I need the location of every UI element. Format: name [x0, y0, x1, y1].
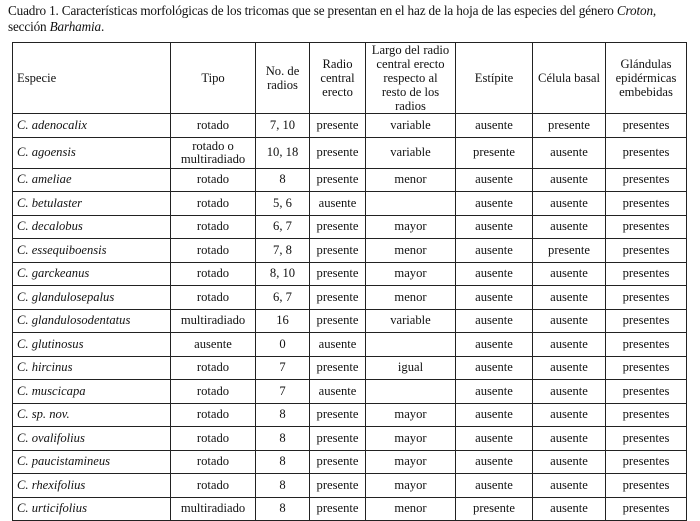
cell-celula-basal: presente [533, 239, 606, 263]
cell-tipo: rotado [171, 114, 256, 138]
cell-radio-central: presente [310, 168, 366, 192]
cell-radio-central: presente [310, 215, 366, 239]
cell-radios: 10, 18 [256, 137, 310, 168]
header-tipo: Tipo [171, 43, 256, 114]
table-body [13, 114, 687, 521]
table-row [13, 286, 687, 310]
cell-estipite: ausente [456, 309, 533, 333]
table-caption [8, 3, 696, 35]
cell-celula-basal: ausente [533, 403, 606, 427]
cell-estipite: ausente [456, 262, 533, 286]
cell-tipo: rotado [171, 427, 256, 451]
table-row [13, 380, 687, 404]
header-especie: Especie [13, 43, 171, 114]
cell-tipo: rotado [171, 262, 256, 286]
cell-radio-central: presente [310, 403, 366, 427]
cell-tipo: rotado [171, 380, 256, 404]
cell-largo: menor [366, 286, 456, 310]
cell-estipite: ausente [456, 380, 533, 404]
cell-radio-central: presente [310, 262, 366, 286]
cell-estipite: ausente [456, 427, 533, 451]
header-celula-basal: Célula basal [533, 43, 606, 114]
table-row [13, 333, 687, 357]
caption-section: Barhamia [49, 19, 101, 34]
cell-especie: C. rhexifolius [13, 474, 171, 498]
cell-largo [366, 192, 456, 216]
cell-radios: 8 [256, 168, 310, 192]
cell-radio-central: presente [310, 497, 366, 521]
cell-especie: C. glutinosus [13, 333, 171, 357]
cell-celula-basal: ausente [533, 380, 606, 404]
cell-radios: 7 [256, 356, 310, 380]
cell-estipite: ausente [456, 450, 533, 474]
cell-radios: 8 [256, 497, 310, 521]
cell-glandulas: presentes [606, 286, 687, 310]
cell-celula-basal: ausente [533, 356, 606, 380]
cell-radio-central: presente [310, 356, 366, 380]
table-row [13, 309, 687, 333]
cell-tipo: rotado [171, 474, 256, 498]
cell-estipite: ausente [456, 286, 533, 310]
cell-tipo: rotado [171, 215, 256, 239]
cell-especie: C. sp. nov. [13, 403, 171, 427]
cell-estipite: ausente [456, 168, 533, 192]
cell-radio-central: presente [310, 239, 366, 263]
cell-largo: variable [366, 137, 456, 168]
header-row [13, 43, 687, 114]
cell-estipite: ausente [456, 239, 533, 263]
table-row [13, 262, 687, 286]
cell-glandulas: presentes [606, 497, 687, 521]
cell-especie: C. paucistamineus [13, 450, 171, 474]
cell-celula-basal: ausente [533, 309, 606, 333]
cell-estipite: ausente [456, 333, 533, 357]
cell-celula-basal: ausente [533, 450, 606, 474]
cell-glandulas: presentes [606, 474, 687, 498]
cell-radios: 0 [256, 333, 310, 357]
cell-especie: C. garckeanus [13, 262, 171, 286]
cell-celula-basal: ausente [533, 192, 606, 216]
cell-largo [366, 333, 456, 357]
cell-radios: 8 [256, 450, 310, 474]
cell-largo: igual [366, 356, 456, 380]
cell-radio-central: presente [310, 137, 366, 168]
table-row [13, 192, 687, 216]
cell-celula-basal: ausente [533, 137, 606, 168]
cell-tipo: rotado [171, 168, 256, 192]
table-row [13, 403, 687, 427]
table-row [13, 215, 687, 239]
cell-largo: menor [366, 168, 456, 192]
cell-especie: C. muscicapa [13, 380, 171, 404]
cell-glandulas: presentes [606, 403, 687, 427]
cell-celula-basal: ausente [533, 333, 606, 357]
cell-largo: mayor [366, 427, 456, 451]
caption-middle: , sección [8, 3, 657, 34]
header-estipite: Estípite [456, 43, 533, 114]
cell-largo: mayor [366, 215, 456, 239]
cell-glandulas: presentes [606, 309, 687, 333]
cell-radios: 8 [256, 474, 310, 498]
cell-glandulas: presentes [606, 114, 687, 138]
cell-especie: C. agoensis [13, 137, 171, 168]
cell-estipite: presente [456, 137, 533, 168]
table-row [13, 450, 687, 474]
cell-radios: 6, 7 [256, 215, 310, 239]
cell-radio-central: presente [310, 309, 366, 333]
cell-especie: C. ovalifolius [13, 427, 171, 451]
table-row [13, 137, 687, 168]
cell-glandulas: presentes [606, 450, 687, 474]
header-radio-central: Radio central erecto [310, 43, 366, 114]
cell-largo: variable [366, 114, 456, 138]
cell-radios: 8, 10 [256, 262, 310, 286]
table-row [13, 168, 687, 192]
cell-radio-central: presente [310, 286, 366, 310]
cell-estipite: ausente [456, 192, 533, 216]
cell-glandulas: presentes [606, 239, 687, 263]
cell-radios: 7, 8 [256, 239, 310, 263]
cell-tipo: multiradiado [171, 497, 256, 521]
cell-tipo: multiradiado [171, 309, 256, 333]
header-radios: No. de radios [256, 43, 310, 114]
cell-radio-central: ausente [310, 380, 366, 404]
cell-tipo: rotado [171, 450, 256, 474]
header-largo: Largo del radio central erecto respecto al resto de los radios [366, 43, 456, 114]
cell-celula-basal: ausente [533, 215, 606, 239]
cell-especie: C. glandulosepalus [13, 286, 171, 310]
cell-estipite: ausente [456, 215, 533, 239]
cell-glandulas: presentes [606, 168, 687, 192]
cell-radios: 5, 6 [256, 192, 310, 216]
cell-glandulas: presentes [606, 215, 687, 239]
cell-largo: menor [366, 497, 456, 521]
cell-especie: C. decalobus [13, 215, 171, 239]
cell-radio-central: presente [310, 427, 366, 451]
cell-tipo: rotado [171, 403, 256, 427]
cell-especie: C. betulaster [13, 192, 171, 216]
cell-especie: C. glandulosodentatus [13, 309, 171, 333]
cell-largo: variable [366, 309, 456, 333]
cell-especie: C. hircinus [13, 356, 171, 380]
cell-radios: 7, 10 [256, 114, 310, 138]
cell-estipite: ausente [456, 474, 533, 498]
cell-glandulas: presentes [606, 333, 687, 357]
cell-tipo: rotado [171, 192, 256, 216]
cell-especie: C. essequiboensis [13, 239, 171, 263]
cell-especie: C. adenocalix [13, 114, 171, 138]
cell-radio-central: presente [310, 474, 366, 498]
cell-glandulas: presentes [606, 380, 687, 404]
cell-largo: mayor [366, 262, 456, 286]
cell-celula-basal: ausente [533, 474, 606, 498]
table-row [13, 114, 687, 138]
caption-prefix: Cuadro 1. Características morfológicas de los tricomas que se presentan en el haz de la hoja de las especies del género [8, 3, 617, 18]
cell-estipite: ausente [456, 356, 533, 380]
cell-radio-central: presente [310, 114, 366, 138]
cell-glandulas: presentes [606, 356, 687, 380]
cell-glandulas: presentes [606, 427, 687, 451]
caption-genus: Croton [616, 3, 653, 18]
table-row [13, 356, 687, 380]
table-row [13, 427, 687, 451]
cell-radios: 16 [256, 309, 310, 333]
cell-radios: 8 [256, 427, 310, 451]
cell-radios: 7 [256, 380, 310, 404]
cell-estipite: presente [456, 497, 533, 521]
table-row [13, 239, 687, 263]
cell-especie: C. urticifolius [13, 497, 171, 521]
caption-suffix: . [100, 19, 105, 34]
cell-celula-basal: ausente [533, 286, 606, 310]
cell-tipo: ausente [171, 333, 256, 357]
cell-celula-basal: ausente [533, 168, 606, 192]
cell-tipo: rotado [171, 286, 256, 310]
cell-largo: mayor [366, 403, 456, 427]
table-row [13, 474, 687, 498]
cell-glandulas: presentes [606, 192, 687, 216]
table-row [13, 497, 687, 521]
cell-radios: 8 [256, 403, 310, 427]
cell-celula-basal: presente [533, 114, 606, 138]
trichome-table [12, 42, 687, 521]
cell-estipite: ausente [456, 403, 533, 427]
cell-radio-central: ausente [310, 333, 366, 357]
cell-largo: mayor [366, 450, 456, 474]
cell-celula-basal: ausente [533, 262, 606, 286]
cell-celula-basal: ausente [533, 497, 606, 521]
cell-glandulas: presentes [606, 137, 687, 168]
cell-radio-central: ausente [310, 192, 366, 216]
header-glandulas: Glándulas epidérmicas embebidas [606, 43, 687, 114]
cell-glandulas: presentes [606, 262, 687, 286]
cell-largo: mayor [366, 474, 456, 498]
cell-estipite: ausente [456, 114, 533, 138]
cell-tipo: rotado [171, 356, 256, 380]
cell-tipo: rotado [171, 239, 256, 263]
cell-radio-central: presente [310, 450, 366, 474]
cell-radios: 6, 7 [256, 286, 310, 310]
cell-tipo: rotado o multiradiado [171, 137, 256, 168]
cell-celula-basal: ausente [533, 427, 606, 451]
cell-largo [366, 380, 456, 404]
cell-largo: menor [366, 239, 456, 263]
cell-especie: C. ameliae [13, 168, 171, 192]
